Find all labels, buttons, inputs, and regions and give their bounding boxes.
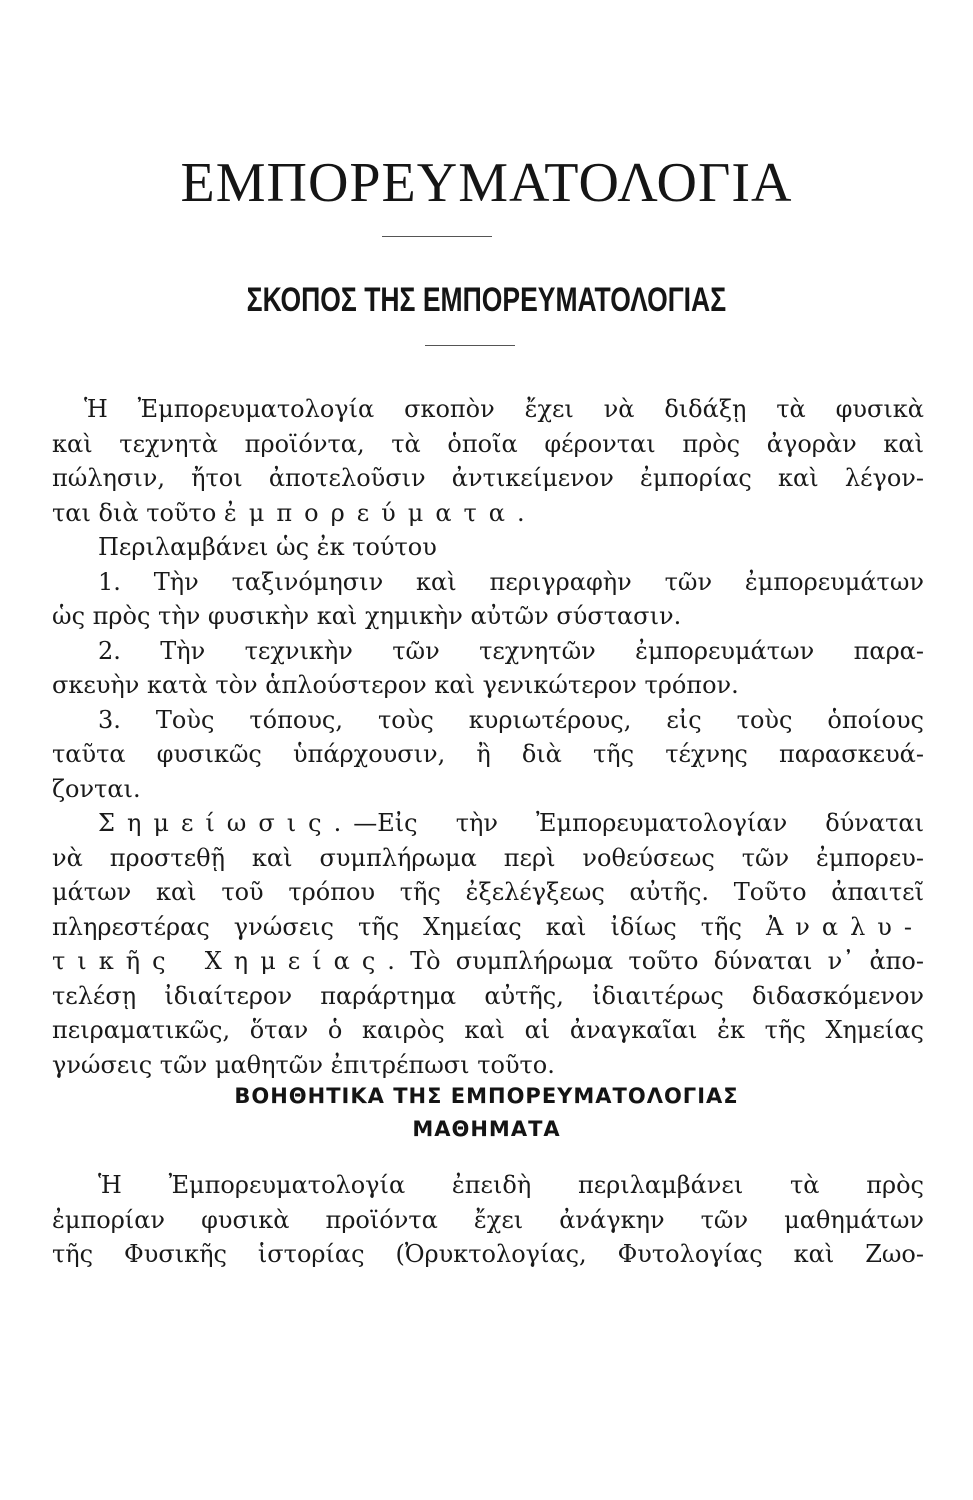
note-line: νὰ προστεθῇ καὶ συμπλήρωμα περὶ νοθεύσεως τῶν ἐμπορευ- xyxy=(52,843,924,872)
text-line: τῆς Φυσικῆς ἱστορίας (Ὀρυκτολογίας, Φυτολογίας καὶ Ζωο- xyxy=(52,1240,924,1268)
section-heading xyxy=(0,1080,973,1146)
note-line xyxy=(52,944,924,979)
text-line: Ἡ Ἐμπορευματολογία σκοπὸν ἔχει νὰ διδάξῃ τὰ φυσικὰ xyxy=(84,395,924,423)
note-line: γνώσεις τῶν μαθητῶν ἐπιτρέπωσι τοῦτο. xyxy=(52,1050,555,1079)
text-fragment: —Εἰς τὴν Ἐμπορευματολογίαν δύναται xyxy=(353,809,924,837)
note-line: τελέσῃ ἰδιαίτερον παράρτημα αὐτῆς, ἰδιαιτέρως διδασκόμενον xyxy=(52,981,924,1010)
text-line: Ἡ Ἐμπορευματολογία ἐπειδὴ περιλαμβάνει τὰ πρὸς xyxy=(98,1171,924,1199)
list-item-3-line: ζονται. xyxy=(52,774,141,803)
list-item-3-line: 3. Τοὺς τόπους, τοὺς κυριωτέρους, εἰς τοὺς ὁποίους xyxy=(98,705,924,734)
final-paragraph xyxy=(52,1168,924,1272)
text-line: ἐμπορίαν φυσικὰ προϊόντα ἔχει ἀνάγκην τῶν μαθημάτων xyxy=(52,1205,924,1234)
emphasized-term: Ἀναλυ- xyxy=(765,912,924,941)
title-divider xyxy=(382,236,492,237)
list-item-1-line: ὡς πρὸς τὴν φυσικὴν καὶ χημικὴν αὐτῶν σύστασιν. xyxy=(52,602,682,630)
section-heading-line: ΜΑΘΗΜΑΤΑ xyxy=(412,1117,561,1141)
note-line xyxy=(52,806,924,841)
list-item-2-line: σκευὴν κατὰ τὸν ἁπλούστερον καὶ γενικώτερον τρόπον. xyxy=(52,671,739,699)
text-fragment: ται διὰ τοῦτο xyxy=(52,498,224,527)
page-title: ΕΜΠΟΡΕΥΜΑΤΟΛΟΓΙΑ xyxy=(180,152,793,214)
list-item-3-line: ταῦτα φυσικῶς ὑπάρχουσιν, ἢ διὰ τῆς τέχνης παρασκευά- xyxy=(52,740,924,768)
note-line xyxy=(52,910,924,945)
text-line: πώλησιν, ἤτοι ἀποτελοῦσιν ἀντικείμενον ἐμπορίας καὶ λέγον- xyxy=(52,464,924,492)
text-fragment: πληρεστέρας γνώσεις τῆς Χημείας καὶ ἰδίως τῆς xyxy=(52,912,766,941)
text-line: καὶ τεχνητὰ προϊόντα, τὰ ὁποῖα φέρονται πρὸς ἀγορὰν καὶ xyxy=(52,429,924,458)
chapter-subtitle: ΣΚΟΠΟΣ ΤΗΣ ΕΜΠΟΡΕΥΜΑΤΟΛΟΓΙΑΣ xyxy=(246,281,727,319)
text-line: Περιλαμβάνει ὡς ἐκ τούτου xyxy=(98,533,437,561)
emphasized-term: τικῆς Χημείας xyxy=(52,947,388,975)
subtitle-divider xyxy=(425,345,515,346)
text-fragment: . Τὸ συμπλήρωμα τοῦτο δύναται ν᾽ ἀπο- xyxy=(387,947,924,975)
note-line: μάτων καὶ τοῦ τρόπου τῆς ἐξελέγξεως αὐτῆς. Τοῦτο ἀπαιτεῖ xyxy=(52,878,924,906)
list-item-1-line: 1. Τὴν ταξινόμησιν καὶ περιγραφὴν τῶν ἐμπορευμάτων xyxy=(98,567,924,596)
intro-paragraph xyxy=(52,392,924,1082)
text-line xyxy=(52,496,924,531)
section-heading-line: ΒΟΗΘΗΤΙΚΑ ΤΗΣ ΕΜΠΟΡΕΥΜΑΤΟΛΟΓΙΑΣ xyxy=(234,1084,739,1108)
note-label: Σημείωσις. xyxy=(98,809,354,837)
emphasized-term: ἐμπορεύματα. xyxy=(223,498,537,527)
list-item-2-line: 2. Τὴν τεχνικὴν τῶν τεχνητῶν ἐμπορευμάτων παρα- xyxy=(98,636,924,665)
note-line: πειραματικῶς, ὅταν ὁ καιρὸς καὶ αἱ ἀναγκαῖαι ἐκ τῆς Χημείας xyxy=(52,1016,924,1044)
